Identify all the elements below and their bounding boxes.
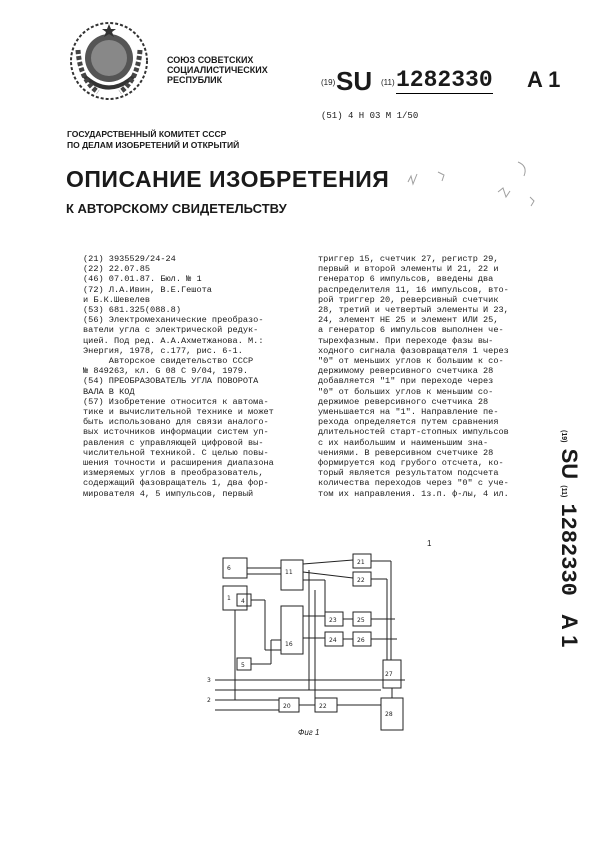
svg-text:26: 26	[357, 637, 365, 644]
library-stamp-mark	[398, 152, 570, 242]
abstract-line: а генератор 6 импульсов выполнен че-	[318, 325, 504, 336]
abstract-line: ходного сигнала фазовращателя 1 через	[318, 345, 509, 356]
biblio-line: измеряемых углов в преобразователь,	[83, 468, 264, 479]
svg-text:28: 28	[385, 711, 393, 718]
committee-line: ПО ДЕЛАМ ИЗОБРЕТЕНИЙ И ОТКРЫТИЙ	[67, 140, 240, 150]
svg-text:11: 11	[285, 569, 293, 576]
svg-text:4: 4	[241, 598, 245, 605]
biblio-line: цией. Под ред. А.А.Ахметжанова. М.:	[83, 335, 264, 346]
circuit-diagram	[205, 550, 415, 740]
biblio-line: и Б.К.Шевелев	[83, 294, 151, 305]
field-11-label: (11)	[381, 78, 395, 87]
org-line: РЕСПУБЛИК	[167, 75, 223, 85]
org-line: СОЮЗ СОВЕТСКИХ	[167, 55, 254, 65]
abstract-line: генератор 6 импульсов, введены два	[318, 274, 494, 285]
abstract-line: держимое реверсивного счетчика 28	[318, 396, 489, 407]
ussr-emblem-icon	[68, 20, 150, 102]
biblio-line: (21) 3935529/24-24	[83, 254, 176, 264]
abstract-line: 24, элемент НЕ 25 и элемент ИЛИ 25,	[318, 315, 499, 326]
abstract-line: рой триггер 20, реверсивный счетчик	[318, 294, 499, 305]
side-kind-code: A 1	[557, 614, 582, 648]
biblio-line: (54) ПРЕОБРАЗОВАТЕЛЬ УГЛА ПОВОРОТА	[83, 376, 259, 387]
biblio-line: Авторское свидетельство СССР	[83, 356, 254, 367]
biblio-line: (46) 07.01.87. Бюл. № 1	[83, 274, 202, 285]
biblio-line: тике и вычислительной технике и может	[83, 407, 274, 418]
biblio-line: (22) 22.07.85	[83, 264, 151, 275]
committee-name	[67, 129, 239, 151]
biblio-line: вых источников информации систем уп-	[83, 427, 269, 438]
svg-text:6: 6	[227, 565, 231, 572]
biblio-line: (56) Электромеханические преобразо-	[83, 315, 264, 326]
svg-text:27: 27	[385, 671, 393, 678]
biblio-line: (53) 681.325(088.8)	[83, 305, 181, 316]
biblio-line: № 849263, кл. G 08 C 9/04, 1979.	[83, 366, 249, 377]
svg-text:1: 1	[227, 595, 231, 602]
abstract-line: формируется код грубого отсчета, ко-	[318, 458, 504, 469]
abstract-line: чениями. В реверсивном счетчике 28	[318, 447, 494, 458]
svg-text:22: 22	[357, 577, 365, 584]
page-marker: 1	[427, 539, 432, 548]
abstract-line: рехода определяется путем сравнения	[318, 417, 499, 428]
document-title: ОПИСАНИЕ ИЗОБРЕТЕНИЯ	[66, 166, 390, 192]
abstract-line: держимому реверсивного счетчика 28	[318, 366, 494, 377]
svg-text:2: 2	[207, 697, 211, 704]
figure-caption: Фиг 1	[298, 728, 320, 737]
abstract-line: торый является результатом подсчета	[318, 468, 499, 479]
biblio-line: (72) Л.А.Ивин, В.Е.Гешота	[83, 284, 212, 295]
patent-number: 1282330	[396, 67, 493, 93]
abstract-line: триггер 15, счетчик 27, регистр 29,	[318, 254, 499, 264]
country-code: SU	[336, 66, 373, 96]
abstract-line: уменьшается на "1". Направление пе-	[318, 407, 499, 418]
side-field-19: (19)	[560, 430, 567, 443]
document-subtitle: К АВТОРСКОМУ СВИДЕТЕЛЬСТВУ	[66, 201, 287, 216]
biblio-line: Энергия, 1978, с.177, рис. 6-1.	[83, 345, 243, 356]
abstract-line: "0" от больших углов к меньшим со-	[318, 386, 494, 397]
abstract-line: первый и второй элементы И 21, 22 и	[318, 264, 499, 275]
biblio-line: ватели угла с электрической редук-	[83, 325, 259, 336]
biblio-line: мирователя 4, 5 импульсов, первый	[83, 488, 254, 499]
abstract-line: количества переходов через "0" с уче-	[318, 478, 509, 489]
biblio-line: содержащий фазовращатель 1, два фор-	[83, 478, 269, 489]
abstract-column	[318, 254, 509, 499]
bibliographic-column	[83, 254, 274, 499]
ipc-classification: (51) 4 H 03 M 1/50	[321, 111, 419, 121]
svg-text:5: 5	[241, 662, 245, 669]
side-label	[555, 430, 602, 648]
abstract-line: добавляется "1" при переходе через	[318, 376, 494, 387]
svg-text:16: 16	[285, 641, 293, 648]
svg-text:20: 20	[283, 703, 291, 710]
side-country-code: SU	[557, 448, 582, 480]
biblio-line: быть использовано для связи аналого-	[83, 417, 269, 428]
svg-text:25: 25	[357, 617, 365, 624]
abstract-line: 28, третий и четвертый элементы И 23,	[318, 305, 509, 316]
biblio-line: (57) Изобретение относится к автома-	[83, 396, 269, 407]
biblio-line: шения точности и расширения диапазона	[83, 458, 274, 469]
abstract-line: "0" от меньших углов к большим к со-	[318, 356, 504, 367]
field-19-label: (19)	[321, 78, 336, 87]
side-patent-number: 1282330	[555, 503, 580, 596]
svg-text:21: 21	[357, 559, 365, 566]
kind-code: A 1	[527, 67, 561, 92]
biblio-line: числительной техникой. С целью повы-	[83, 447, 269, 458]
abstract-line: том их направления. 1з.п. ф-лы, 4 ил.	[318, 488, 509, 499]
committee-line: ГОСУДАРСТВЕННЫЙ КОМИТЕТ СССР	[67, 129, 227, 139]
organization-name	[167, 55, 268, 85]
abstract-line: с их наибольшим и наименьшим зна-	[318, 437, 489, 448]
org-line: СОЦИАЛИСТИЧЕСКИХ	[167, 65, 268, 75]
biblio-line: равления с управляющей цифровой вы-	[83, 437, 264, 448]
abstract-line: длительностей старт-стопных импульсов	[318, 427, 509, 438]
svg-text:22: 22	[319, 703, 327, 710]
side-field-11: (11)	[560, 485, 567, 498]
svg-text:3: 3	[207, 677, 211, 684]
abstract-line: распределителя 11, 16 импульсов, вто-	[318, 284, 509, 295]
abstract-line: тырехфазным. При переходе фазы вы-	[318, 335, 494, 346]
svg-text:23: 23	[329, 617, 337, 624]
biblio-line: ВАЛА В КОД	[83, 386, 135, 397]
svg-text:24: 24	[329, 637, 337, 644]
